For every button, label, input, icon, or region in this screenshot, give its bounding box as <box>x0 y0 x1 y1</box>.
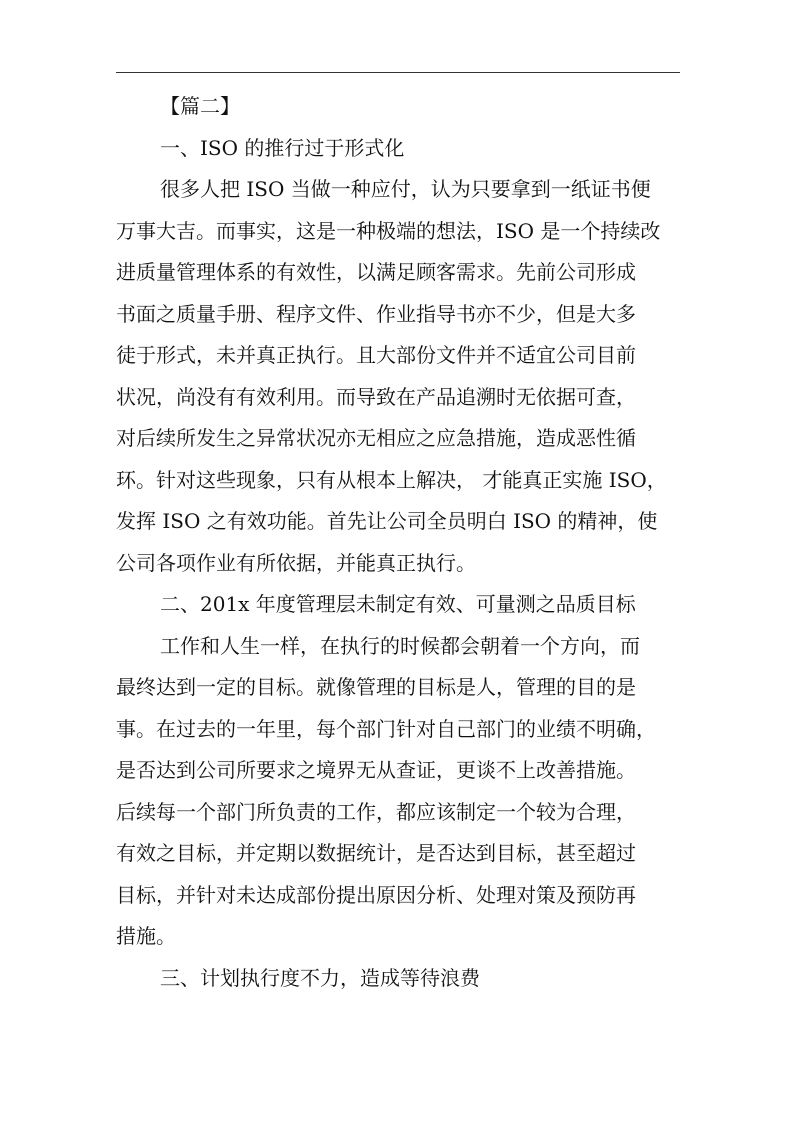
header-rule <box>116 72 680 73</box>
document-body <box>116 86 680 999</box>
paragraph-line: 徒于形式，未并真正执行。且大部份文件并不适宜公司目前 <box>116 343 636 367</box>
heading-1: 一、ISO 的推行过于形式化 <box>160 135 405 160</box>
paragraph-line: 发挥 ISO 之有效功能。首先让公司全员明白 ISO 的精神，使 <box>116 509 658 533</box>
paragraph-line: 万事大吉。而事实，这是一种极端的想法，ISO 是一个持续改 <box>116 218 661 243</box>
paragraph-line: 工作和人生一样，在执行的时候都会朝着一个方向，而 <box>160 633 640 658</box>
heading-2: 二、201x 年度管理层未制定有效、可量测之品质目标 <box>160 592 636 616</box>
paragraph-line: 公司各项作业有所依据，并能真正执行。 <box>116 550 476 575</box>
paragraph-line: 措施。 <box>116 924 176 948</box>
heading-3: 三、计划执行度不力，造成等待浪费 <box>160 965 480 990</box>
paragraph-line: 状况，尚没有有效利用。而导致在产品追溯时无依据可查， <box>116 384 636 409</box>
paragraph-line: 目标，并针对未达成部份提出原因分析、处理对策及预防再 <box>116 882 636 907</box>
paragraph-line: 事。在过去的一年里，每个部门针对自己部门的业绩不明确， <box>116 716 656 741</box>
paragraph-line: 有效之目标，并定期以数据统计，是否达到目标，甚至超过 <box>116 841 636 865</box>
paragraph-line: 很多人把 ISO 当做一种应付，认为只要拿到一纸证书便 <box>160 177 651 201</box>
paragraph-line: 最终达到一定的目标。就像管理的目标是人，管理的目的是 <box>116 675 636 699</box>
paragraph-line: 对后续所发生之异常状况亦无相应之应急措施，造成恶性循 <box>116 426 636 450</box>
section-label: 【篇二】 <box>160 94 240 118</box>
paragraph-line: 环。针对这些现象，只有从根本上解决， 才能真正实施 ISO， <box>116 467 667 492</box>
paragraph-line: 进质量管理体系的有效性，以满足顾客需求。先前公司形成 <box>116 260 636 284</box>
paragraph-line: 是否达到公司所要求之境界无从查证，更谈不上改善措施。 <box>116 758 636 782</box>
paragraph-line: 后续每一个部门所负责的工作，都应该制定一个较为合理， <box>116 799 636 824</box>
paragraph-line: 书面之质量手册、程序文件、作业指导书亦不少，但是大多 <box>116 301 636 326</box>
